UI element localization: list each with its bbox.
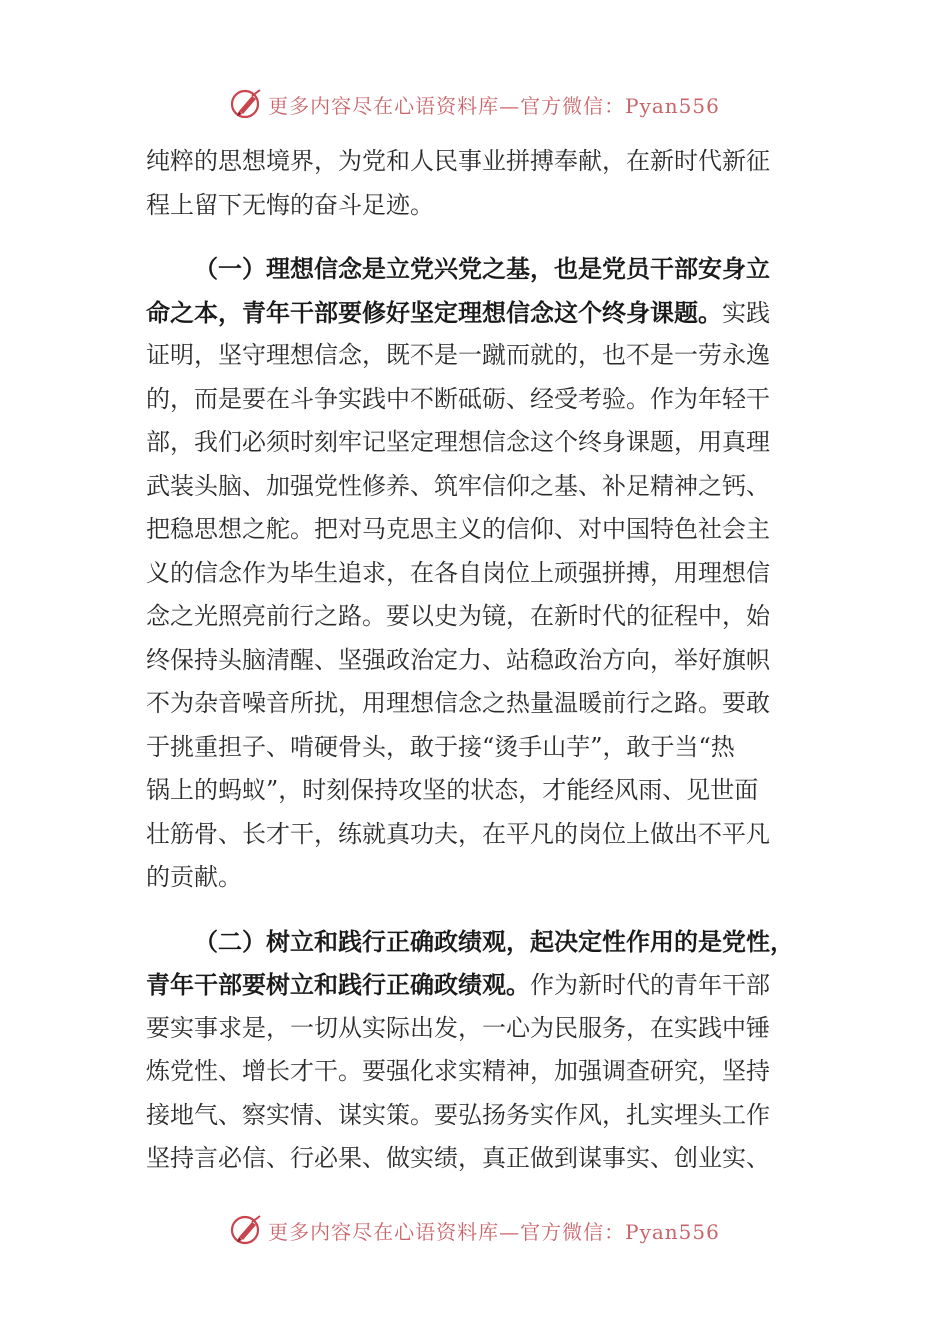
- section-1-heading-end: 命之本，青年干部要修好坚定理想信念这个终身课题。: [146, 297, 722, 327]
- intro-paragraph: [146, 140, 806, 227]
- section-2-heading-cont: [146, 963, 806, 1007]
- text-line: 不为杂音噪音所扰，用理想信念之热量温暖前行之路。要敢: [146, 689, 770, 717]
- text-line: 义的信念作为毕生追求，在各自岗位上顽强拼搏，用理想信: [146, 558, 770, 587]
- text-fragment: 作为新时代的青年干部: [530, 971, 770, 999]
- header-banner: [0, 84, 950, 124]
- section-2-paragraph: [146, 920, 806, 1181]
- text-line: 部，我们必须时刻牢记坚定理想信念这个终身课题，用真理: [146, 428, 770, 456]
- text-line: 壮筋骨、长才干，练就真功夫，在平凡的岗位上做出不平凡: [146, 819, 770, 848]
- pen-logo-icon: [230, 1213, 264, 1247]
- text-line: 要实事求是，一切从实际出发，一心为民服务，在实践中锤: [146, 1013, 770, 1042]
- section-2-heading-end: 青年干部要树立和践行正确政绩观。: [146, 970, 530, 999]
- pen-logo-icon: [230, 87, 264, 121]
- text-line: 锅上的蚂蚁”，时刻保持攻坚的状态，才能经风雨、见世面: [146, 776, 759, 804]
- text-line: 程上留下无悔的奋斗足迹。: [146, 190, 434, 219]
- text-line: 的，而是要在斗争实践中不断砥砺、经受考验。作为年轻干: [146, 384, 770, 413]
- text-fragment: 实践: [722, 298, 770, 327]
- text-line: 的贡献。: [146, 863, 242, 891]
- text-line: 念之光照亮前行之路。要以史为镜，在新时代的征程中，始: [146, 602, 770, 630]
- section-1-paragraph: [146, 247, 806, 900]
- footer-banner-text: 更多内容尽在心语资料库—官方微信：Pyan556: [268, 1219, 720, 1244]
- section-1-heading-cont: [146, 291, 806, 335]
- text-line: 坚持言必信、行必果、做实绩，真正做到谋事实、创业实、: [146, 1144, 770, 1172]
- header-banner-text: 更多内容尽在心语资料库—官方微信：Pyan556: [268, 93, 720, 118]
- text-line: 于挑重担子、啃硬骨头，敢于接“烫手山芋”，敢于当“热: [146, 732, 735, 761]
- section-2-heading: （二）树立和践行正确政绩观，起决定性作用的是党性，: [194, 926, 794, 956]
- text-line: 接地气、察实情、谋实策。要弘扬务实作风，扎实埋头工作: [146, 1100, 770, 1129]
- text-line: 证明，坚守理想信念，既不是一蹴而就的，也不是一劳永逸: [146, 341, 770, 369]
- document-body: [146, 140, 806, 1181]
- text-line: 终保持头脑清醒、坚强政治定力、站稳政治方向，举好旗帜: [146, 645, 770, 674]
- text-line: 把稳思想之舵。把对马克思主义的信仰、对中国特色社会主: [146, 515, 770, 543]
- section-1-heading: （一）理想信念是立党兴党之基，也是党员干部安身立: [194, 254, 770, 283]
- footer-banner: [0, 1210, 950, 1250]
- text-line: 炼党性、增长才干。要强化求实精神，加强调查研究，坚持: [146, 1057, 770, 1085]
- text-line: 纯粹的思想境界，为党和人民事业拼搏奉献，在新时代新征: [146, 147, 770, 175]
- text-line: 武装头脑、加强党性修养、筑牢信仰之基、补足精神之钙、: [146, 471, 770, 500]
